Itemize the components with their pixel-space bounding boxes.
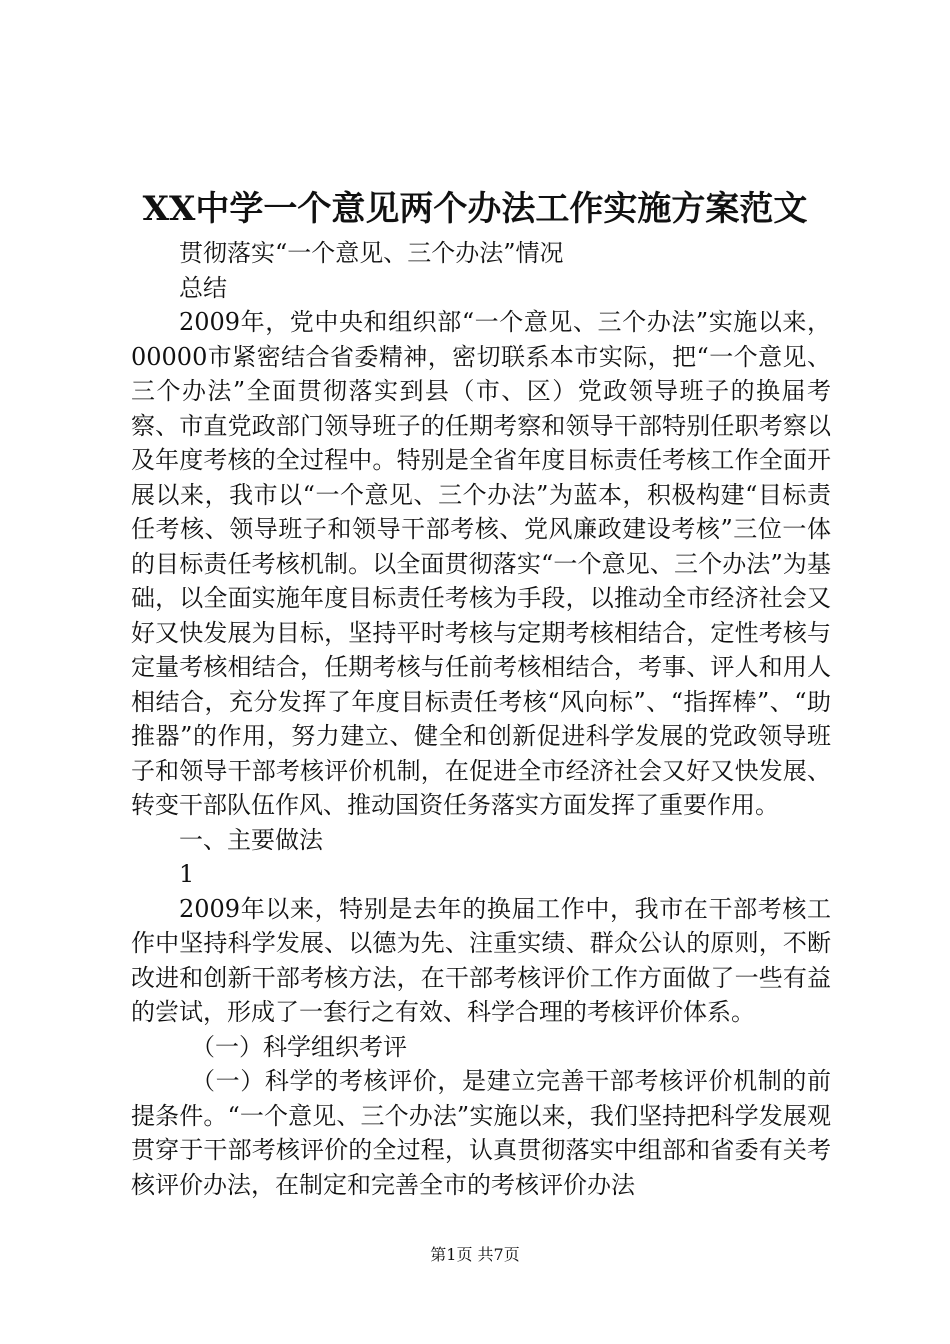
section-number: 1 <box>179 860 195 888</box>
paragraph-subtitle-line-2: 总结 <box>179 273 227 302</box>
document-body <box>131 236 831 1202</box>
document-title: XX中学一个意见两个办法工作实施方案范文 <box>142 189 808 229</box>
section-heading-main-practices: 一、主要做法 <box>179 825 323 854</box>
paragraph-subtitle-line-1: 贯彻落实“一个意见、三个办法”情况 <box>179 239 564 267</box>
paragraph-overview: 2009年以来，特别是去年的换届工作中，我市在干部考核工作中坚持科学发展、以德为先、注重实绩、群众公认的原则，不断改进和创新干部考核方法，在干部考核评价工作方面做了一些有益的尝试，形成了一套行之有效、科学合理的考核评价体系。 <box>131 894 831 1026</box>
paragraph-scientific-evaluation: （一）科学的考核评价，是建立完善干部考核评价机制的前提条件。“一个意见、三个办法”实施以来，我们坚持把科学发展观贯穿于干部考核评价的全过程，认真贯彻落实中组部和省委有关考核评价办法，在制定和完善全市的考核评价办法 <box>131 1067 831 1199</box>
page-footer: 第1页 共7页 <box>430 1245 520 1264</box>
paragraph-intro: 2009年，党中央和组织部“一个意见、三个办法”实施以来，00000市紧密结合省委精神，密切联系本市实际，把“一个意见、三个办法”全面贯彻落实到县（市、区）党政领导班子的换届考察、市直党政部门领导班子的任期考察和领导干部特别任职考察以及年度考核的全过程中。特别是全省年度目标责任考核工作全面开展以来，我市以“一个意见、三个办法”为蓝本，积极构建“目标责任考核、领导班子和领导干部考核、党风廉政建设考核”三位一体的目标责任考核机制。以全面贯彻落实“一个意见、三个办法”为基础，以全面实施年度目标责任考核为手段，以推动全市经济社会又好又快发展为目标，坚持平时考核与定期考核相结合，定性考核与定量考核相结合，任期考核与任前考核相结合，考事、评人和用人相结合，充分发挥了年度目标责任考核“风向标”、“指挥棒”、“助推器”的作用，努力建立、健全和创新促进科学发展的党政领导班子和领导干部考核评价机制，在促进全市经济社会又好又快发展、转变干部队伍作风、推动国资任务落实方面发挥了重要作用。 <box>131 308 831 819</box>
subsection-heading-scientific-evaluation: （一）科学组织考评 <box>191 1032 407 1061</box>
